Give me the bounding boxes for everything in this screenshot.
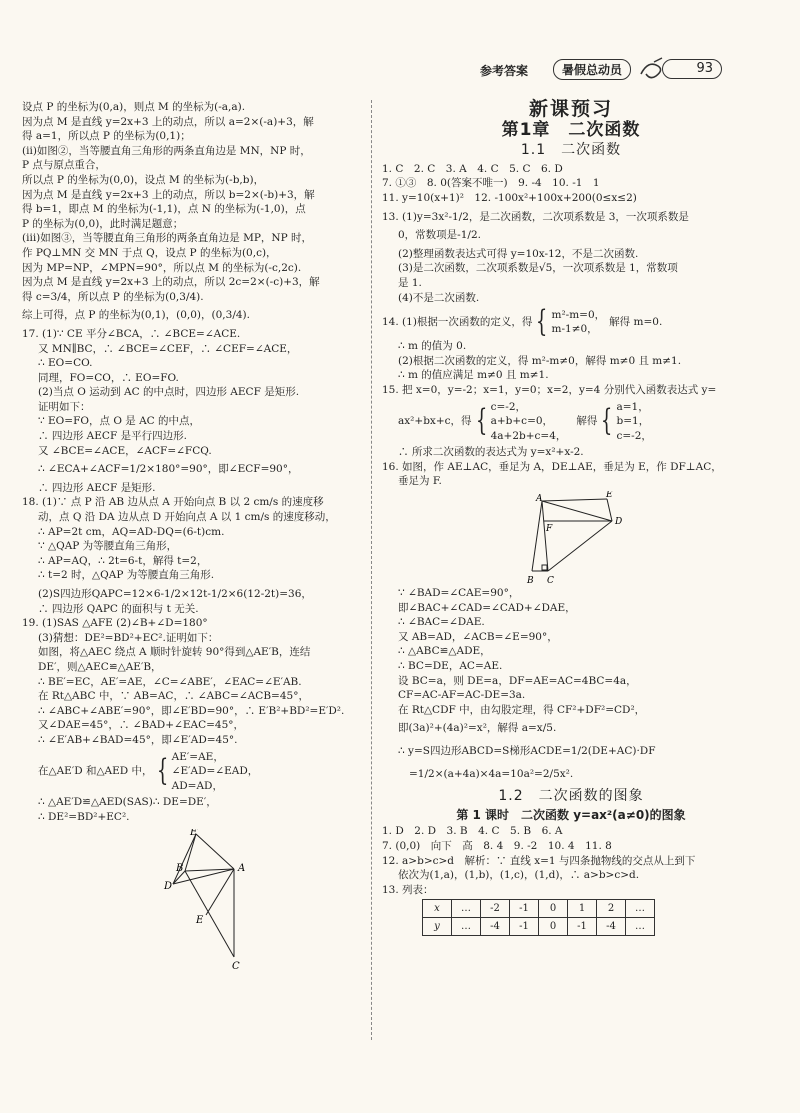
text-line: 垂足为 F. bbox=[398, 475, 442, 488]
text-line: ∴ ∠ABC+∠ABE′=90°，即∠E′BD=90°，∴ E′B²+BD²=E′D². bbox=[38, 704, 345, 717]
text-line: (3)猜想：DE²=BD²+EC².证明如下： bbox=[38, 631, 219, 644]
column-divider bbox=[371, 100, 372, 1040]
text-line: (2)S四边形QAPC=12×6-1/2×12t-1/2×6(12-2t)=36， bbox=[38, 588, 312, 600]
text-line: 解得 bbox=[576, 415, 598, 428]
text-line: 因为点 M 是直线 y=2x+3 上的动点，所以 2c=2×(-c)+3，解 bbox=[22, 276, 320, 289]
text-line: ax²+bx+c，得 bbox=[398, 415, 472, 428]
text-line: ∵ △QAP 为等腰直角三角形， bbox=[38, 540, 178, 553]
brace-symbol: { bbox=[536, 304, 548, 340]
text-line: AD=AD， bbox=[171, 779, 223, 792]
figure-label: E bbox=[196, 914, 204, 926]
figure-16 bbox=[522, 491, 662, 586]
text-line: ∴ BE′=EC，AE′=AE，∠C=∠ABE′，∠EAC=∠E′AB. bbox=[38, 675, 302, 688]
text-line: ∴ y=S四边形ABCD=S梯形ACDE=1/2(DE+AC)·DF bbox=[398, 745, 656, 757]
text-line: 又 AB=AD，∠ACB=∠E=90°， bbox=[398, 630, 558, 643]
value-table bbox=[422, 899, 655, 936]
table-cell: -1 bbox=[510, 918, 539, 936]
text-line: 同理，FO=CO，∴ EO=FO. bbox=[38, 371, 179, 384]
text-line: 14. (1)根据一次函数的定义，得 bbox=[382, 315, 533, 328]
text-line: CF=AC-AF=AC-DE=3a. bbox=[398, 689, 526, 702]
text-line: m²-m=0， bbox=[551, 308, 606, 321]
text-line: (4)不是二次函数. bbox=[398, 291, 480, 304]
text-line: 解得 m=0. bbox=[609, 315, 663, 328]
text-line: 15. 把 x=0，y=-2；x=1，y=0；x=2，y=4 分别代入函数表达式 y= bbox=[382, 383, 717, 396]
figure-label: D bbox=[615, 517, 623, 528]
text-line: 7. ①③ 8. 0(答案不唯一) 9. -4 10. -1 1 bbox=[382, 177, 600, 190]
text-line: c=-2， bbox=[616, 429, 652, 442]
text-line: ∴ BC=DE，AC=AE. bbox=[398, 660, 503, 673]
table-cell: … bbox=[626, 918, 655, 936]
chapter-heading: 第1章 二次函数 bbox=[501, 119, 641, 140]
text-line: 如图，将△AEC 绕点 A 顺时针旋转 90°得到△AE′B，连结 bbox=[38, 646, 311, 659]
text-line: 得 b=1，即点 M 的坐标为(-1,1)，点 N 的坐标为(-1,0)，点 bbox=[22, 203, 306, 216]
right-column bbox=[382, 100, 760, 936]
figure-label: F bbox=[546, 524, 553, 535]
text-line: 即∠BAC+∠CAD=∠CAD+∠DAE， bbox=[398, 601, 576, 614]
table-cell: x bbox=[423, 900, 452, 918]
text-line: 综上可得，点 P 的坐标为(0,1)，(0,0)，(0,3/4). bbox=[22, 309, 250, 322]
text-line: ∴ ∠E′AB+∠BAD=45°，即∠E′AD=45°. bbox=[38, 733, 238, 746]
text-line: ∴ ∠BAC=∠DAE. bbox=[398, 616, 485, 629]
table-cell: 1 bbox=[568, 900, 597, 918]
text-line: 1. D 2. D 3. B 4. C 5. B 6. A bbox=[382, 825, 563, 838]
text-line: 在△AE′D 和△AED 中， bbox=[38, 765, 153, 778]
text-line: 又∠DAE=45°，∴ ∠BAD+∠EAC=45°， bbox=[38, 719, 245, 732]
table-cell: -4 bbox=[597, 918, 626, 936]
text-line: 在 Rt△ABC 中，∵ AB=AC，∴ ∠ABC=∠ACB=45°， bbox=[38, 690, 309, 703]
text-line: 4a+2b+c=4， bbox=[490, 429, 567, 442]
table-cell: -1 bbox=[510, 900, 539, 918]
brace-symbol: { bbox=[156, 753, 168, 789]
text-line: 18. (1)∵ 点 P 沿 AB 边从点 A 开始向点 B 以 2 cm/s 的速度移 bbox=[22, 496, 324, 509]
figure-label: B bbox=[527, 576, 534, 587]
text-line: 19. (1)SAS △AFE (2)∠B+∠D=180° bbox=[22, 617, 208, 630]
text-line: ∴ 四边形 QAPC 的面积与 t 无关. bbox=[38, 602, 199, 615]
text-line: (2)当点 O 运动到 AC 的中点时，四边形 AECF 是矩形. bbox=[38, 386, 300, 399]
text-line: 17. (1)∵ CE 平分∠BCA，∴ ∠BCE=∠ACE. bbox=[22, 327, 241, 340]
figure-label: A bbox=[536, 494, 543, 505]
brace-symbol: { bbox=[601, 403, 613, 439]
text-line: 0，常数项是-1/2. bbox=[398, 229, 481, 242]
text-line: ∵ ∠BAD=∠CAE=90°， bbox=[398, 587, 520, 600]
text-line: 是 1. bbox=[398, 276, 422, 289]
text-line: 所以点 P 的坐标为(0,0)，设点 M 的坐标为(-b,b)， bbox=[22, 173, 265, 186]
text-line: ∴ 所求二次函数的表达式为 y=x²+x-2. bbox=[398, 446, 584, 459]
text-line: 得 c=3/4，所以点 P 的坐标为(0,3/4). bbox=[22, 290, 204, 303]
brace-symbol: { bbox=[475, 403, 487, 439]
table-cell: 2 bbox=[597, 900, 626, 918]
new-lesson-heading: 新课预习 bbox=[528, 98, 613, 120]
text-line: 13. (1)y=3x²-1/2，是二次函数，二次项系数是 3，一次项系数是 bbox=[382, 210, 689, 223]
table-cell: 0 bbox=[539, 918, 568, 936]
reference-answer-label: 参考答案 bbox=[480, 64, 529, 78]
text-line: c=-2， bbox=[490, 400, 527, 413]
text-line: 又 ∠BCE=∠ACE，∠ACF=∠FCQ. bbox=[38, 444, 212, 457]
text-line: 16. 如图，作 AE⊥AC，垂足为 A，DE⊥AE，垂足为 E，作 DF⊥AC， bbox=[382, 460, 722, 473]
text-line: ∴ 四边形 AECF 是平行四边形. bbox=[38, 430, 187, 443]
text-line: a+b+c=0， bbox=[490, 415, 554, 428]
table-row bbox=[423, 900, 655, 918]
text-line: ∴ EO=CO. bbox=[38, 357, 93, 370]
text-line: ∴ t=2 时，△QAP 为等腰直角三角形. bbox=[38, 569, 215, 582]
figure-label: C bbox=[547, 576, 554, 587]
text-line: 得 a=1，所以点 P 的坐标为(0,1)； bbox=[22, 130, 191, 143]
text-line: ∴ 四边形 AECF 是矩形. bbox=[38, 481, 156, 494]
text-line: ∴ △ABC≌△ADE， bbox=[398, 645, 491, 658]
text-line: ∴ m 的值为 0. bbox=[398, 340, 467, 353]
text-line: =1/2×(a+4a)×4a=10a²=2/5x². bbox=[409, 767, 574, 780]
text-line: P 的坐标为(0,0)，此时满足题意； bbox=[22, 217, 184, 230]
text-line: ∵ EO=FO，点 O 是 AC 的中点， bbox=[38, 415, 201, 428]
text-line: 11. y=10(x+1)² 12. -100x²+100x+200(0≤x≤2) bbox=[382, 191, 637, 204]
text-line: 13. 列表： bbox=[382, 883, 434, 896]
text-line: ∴ m 的值应满足 m≠0 且 m≠1. bbox=[398, 369, 549, 382]
text-line: AE′=AE， bbox=[171, 750, 224, 763]
text-line: 又 MN∥BC，∴ ∠BCE=∠CEF，∴ ∠CEF=∠ACE， bbox=[38, 342, 298, 355]
text-line: 设 BC=a，则 DE=a，DF=AE=AC=4BC=4a， bbox=[398, 674, 637, 687]
table-cell: … bbox=[452, 918, 481, 936]
section-heading: 1.2 二次函数的图象 bbox=[498, 788, 644, 805]
text-line: ∠E′AD=∠EAD， bbox=[171, 765, 259, 778]
text-line: ∴ ∠ECA+∠ACF=1/2×180°=90°，即∠ECF=90°， bbox=[38, 463, 299, 476]
text-line: 设点 P 的坐标为(0,a)，则点 M 的坐标为(-a,a). bbox=[22, 101, 246, 113]
text-line: 证明如下： bbox=[38, 400, 91, 413]
figure-label: B bbox=[176, 862, 184, 874]
series-title: 暑假总动员 bbox=[553, 59, 631, 80]
text-line: a=1， bbox=[616, 400, 649, 413]
table-cell: -1 bbox=[568, 918, 597, 936]
text-line: 作 PQ⊥MN 交 MN 于点 Q，设点 P 的坐标为(0,c)， bbox=[22, 246, 277, 259]
figure-label: E bbox=[606, 491, 613, 501]
table-cell: y bbox=[423, 918, 452, 936]
table-row bbox=[423, 918, 655, 936]
text-line: ∴ DE²=BD²+EC². bbox=[38, 810, 130, 823]
table-cell: 0 bbox=[539, 900, 568, 918]
text-line: 动，点 Q 沿 DA 边从点 D 开始向点 A 以 1 cm/s 的速度移动， bbox=[38, 511, 336, 524]
text-line: DE′，则△AEC≌△AE′B， bbox=[38, 660, 162, 673]
lesson-subheading: 第 1 课时 二次函数 y=ax²(a≠0)的图象 bbox=[456, 807, 686, 822]
table-cell: -2 bbox=[481, 900, 510, 918]
text-line: (3)是二次函数，二次项系数是√5，一次项系数是 1，常数项 bbox=[398, 262, 678, 275]
text-line: P 点与原点重合， bbox=[22, 159, 106, 172]
text-line: (2)整理函数表达式可得 y=10x-12，不是二次函数. bbox=[398, 247, 639, 260]
text-line: ∴ AP=AQ，∴ 2t=6-t，解得 t=2， bbox=[38, 554, 208, 567]
table-cell: … bbox=[452, 900, 481, 918]
table-cell: -4 bbox=[481, 918, 510, 936]
text-line: (ii)如图②，当等腰直角三角形的两条直角边是 MN，NP 时， bbox=[22, 144, 311, 157]
section-heading: 1.1 二次函数 bbox=[520, 142, 622, 159]
text-line: (iii)如图③，当等腰直角三角形的两条直角边是 MP，NP 时， bbox=[22, 232, 313, 245]
text-line: m-1≠0， bbox=[551, 323, 598, 336]
page-header bbox=[480, 58, 730, 84]
page-number: 93 bbox=[662, 59, 722, 79]
text-line: 1. C 2. C 3. A 4. C 5. C 6. D bbox=[382, 162, 563, 175]
text-line: 因为点 M 是直线 y=2x+3 上的动点，所以 a=2×(-a)+3，解 bbox=[22, 115, 314, 128]
table-cell: … bbox=[626, 900, 655, 918]
text-line: (2)根据二次函数的定义，得 m²-m≠0，解得 m≠0 且 m≠1. bbox=[398, 354, 682, 367]
text-line: 即(3a)²+(4a)²=x²，解得 a=x/5. bbox=[398, 722, 557, 735]
text-line: 7. (0,0) 向下 高 8. 4 9. -2 10. 4 11. 8 bbox=[382, 839, 612, 852]
figure-label: D bbox=[164, 880, 173, 892]
text-line: ∴ AP=2t cm，AQ=AD-DQ=(6-t)cm. bbox=[38, 525, 225, 538]
figure-label: A bbox=[238, 862, 246, 874]
left-column bbox=[22, 100, 367, 979]
text-line: 12. a>b>c>d 解析：∵ 直线 x=1 与四条抛物线的交点从上到下 bbox=[382, 854, 696, 867]
text-line: ∴ △AE′D≌△AED(SAS)∴ DE=DE′， bbox=[38, 796, 217, 809]
figure-label: E′ bbox=[190, 828, 200, 838]
text-line: 依次为(1,a)，(1,b)，(1,c)，(1,d)，∴ a>b>c>d. bbox=[398, 869, 640, 882]
text-line: 在 Rt△CDF 中，由勾股定理，得 CF²+DF²=CD²， bbox=[398, 703, 646, 716]
text-line: b=1， bbox=[616, 415, 650, 428]
text-line: 因为点 M 是直线 y=2x+3 上的动点，所以 b=2×(-b)+3，解 bbox=[22, 188, 315, 201]
figure-19 bbox=[152, 829, 352, 979]
text-line: 因为 MP=NP，∠MPN=90°，所以点 M 的坐标为(-c,2c). bbox=[22, 261, 302, 274]
figure-label: C bbox=[232, 960, 240, 972]
